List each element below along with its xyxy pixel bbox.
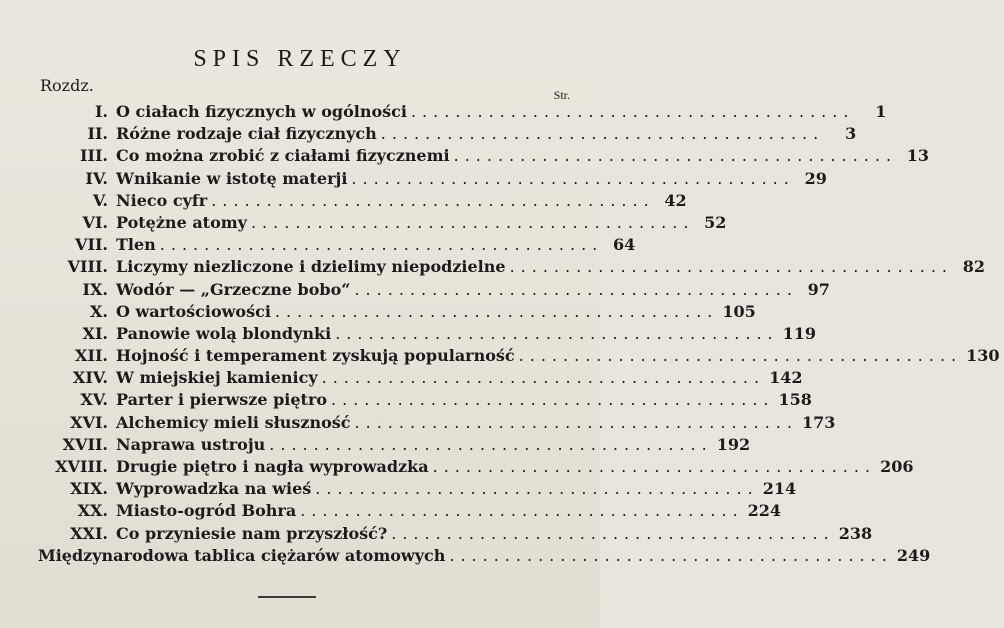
page-number: 29 [804, 168, 827, 188]
page-number: 158 [778, 390, 812, 410]
page-number: 214 [762, 479, 797, 499]
toc-entry [38, 257, 986, 279]
chapter-column-label: Rozdz. [40, 76, 94, 95]
chapter-title: Hojność i temperament zyskują popularność [116, 346, 515, 366]
leader-dots: ........................................ [518, 346, 963, 366]
chapter-number: III. [79, 146, 108, 166]
chapter-number: VIII. [67, 257, 108, 277]
leader-dots: ........................................ [354, 412, 798, 432]
leader-dots: ........................................ [335, 323, 779, 343]
page-number: 1 [875, 102, 887, 121]
chapter-number: XVI. [70, 412, 108, 432]
chapter-number: IX. [82, 279, 108, 299]
chapter-title: Nieco cyfr [116, 190, 208, 210]
chapter-number: XXI. [70, 523, 108, 543]
chapter-title: Wodór — „Grzeczne bobo“ [116, 279, 351, 299]
chapter-number: X. [90, 301, 108, 321]
toc-entry [38, 457, 914, 479]
chapter-number: XII. [75, 346, 108, 366]
toc-entry [38, 368, 803, 390]
toc-entry [38, 190, 687, 213]
leader-dots: ........................................ [274, 301, 719, 321]
chapter-number: II. [87, 124, 108, 144]
page-number: 224 [747, 501, 782, 521]
toc-entry [38, 146, 930, 168]
leader-dots: ........................................ [211, 190, 655, 210]
chapter-title: Alchemicy mieli słuszność [116, 412, 351, 432]
toc-entry [38, 212, 727, 235]
toc-entry [38, 235, 636, 257]
toc-entry [38, 412, 836, 435]
closing-rule [258, 596, 316, 598]
chapter-title: O ciałach fizycznych w ogólności [116, 102, 407, 121]
toc-entry [38, 102, 887, 124]
page-number: 206 [880, 457, 914, 476]
page-number: 13 [906, 146, 930, 166]
page-title: SPIS RZECZY [193, 46, 407, 72]
toc-entry [38, 279, 830, 302]
page-number: 142 [769, 368, 803, 388]
leader-dots: ........................................ [410, 102, 855, 121]
chapter-number: IV. [85, 168, 108, 188]
leader-dots: ........................................ [321, 368, 766, 388]
leader-dots: ........................................ [250, 212, 695, 232]
chapter-title: Miasto-ogród Bohra [116, 501, 297, 521]
chapter-title: Tlen [116, 235, 156, 255]
leader-dots: ........................................ [300, 501, 744, 521]
leader-dots: ........................................ [354, 279, 798, 299]
toc-entry [38, 346, 1000, 368]
toc-entry [38, 323, 817, 346]
toc-entry [38, 168, 827, 191]
chapter-title: Wyprowadzka na wieś [116, 479, 312, 499]
chapter-title: Liczymy niezliczone i dzielimy niepodzielne [116, 257, 506, 277]
toc-entry [38, 501, 782, 523]
chapter-title: Panowie wolą blondynki [116, 323, 332, 343]
leader-dots: ........................................ [269, 434, 713, 454]
toc-entry [38, 390, 812, 412]
chapter-title: Międzynarodowa tablica ciężarów atomowych [38, 545, 446, 565]
leader-dots: ........................................ [432, 457, 877, 476]
chapter-number: XI. [82, 323, 108, 343]
chapter-number: XVIII. [55, 457, 108, 476]
chapter-title: W miejskiej kamienicy [116, 368, 318, 388]
page-number: 105 [722, 301, 756, 321]
leader-dots: ........................................ [449, 545, 893, 565]
leader-dots: ........................................ [391, 523, 835, 543]
page-number: 52 [704, 212, 727, 232]
page-number: 238 [838, 523, 873, 543]
chapter-title: O wartościowości [116, 301, 271, 321]
leader-dots: ........................................ [380, 124, 825, 144]
chapter-number: XX. [77, 501, 108, 521]
chapter-title: Różne rodzaje ciał fizycznych [116, 124, 377, 144]
leader-dots: ........................................ [351, 168, 795, 188]
page-number: 249 [896, 545, 931, 565]
chapter-number: I. [94, 102, 108, 121]
chapter-number: XVII. [62, 434, 108, 454]
page-number: 192 [716, 434, 751, 454]
table-of-contents [38, 102, 1000, 568]
chapter-number: XIX. [70, 479, 108, 499]
chapter-number: V. [92, 190, 108, 210]
page-number: 42 [664, 190, 687, 210]
toc-entry [38, 124, 857, 146]
chapter-title: Drugie piętro i nagła wyprowadzka [116, 457, 429, 476]
chapter-title: Wnikanie w istotę materji [116, 168, 348, 188]
chapter-title: Parter i pierwsze piętro [116, 390, 328, 410]
chapter-title: Potężne atomy [116, 212, 247, 232]
chapter-title: Co można zrobić z ciałami fizycznemi [116, 146, 450, 166]
leader-dots: ........................................ [453, 146, 898, 166]
toc-entry [38, 434, 751, 457]
page-number: 130 [966, 346, 1000, 366]
toc-entry [38, 523, 873, 546]
chapter-title: Naprawa ustroju [116, 434, 266, 454]
page-number: 82 [962, 257, 986, 277]
toc-entry [38, 479, 797, 501]
chapter-number: VII. [75, 235, 108, 255]
chapter-title: Co przyniesie nam przyszłość? [116, 523, 388, 543]
chapter-number: XIV. [72, 368, 108, 388]
page-column-label: Str. [553, 88, 570, 102]
leader-dots: ........................................ [159, 235, 604, 255]
page-number: 64 [612, 235, 636, 255]
page-number: 173 [801, 412, 836, 432]
chapter-number: VI. [82, 212, 108, 232]
page-number: 119 [782, 323, 817, 343]
chapter-number: XV. [80, 390, 108, 410]
leader-dots: ........................................ [331, 390, 775, 410]
leader-dots: ........................................ [509, 257, 954, 277]
page-number: 3 [845, 124, 857, 144]
toc-entry [38, 545, 931, 568]
leader-dots: ........................................ [315, 479, 759, 499]
page-number: 97 [807, 279, 830, 299]
toc-entry [38, 301, 756, 324]
